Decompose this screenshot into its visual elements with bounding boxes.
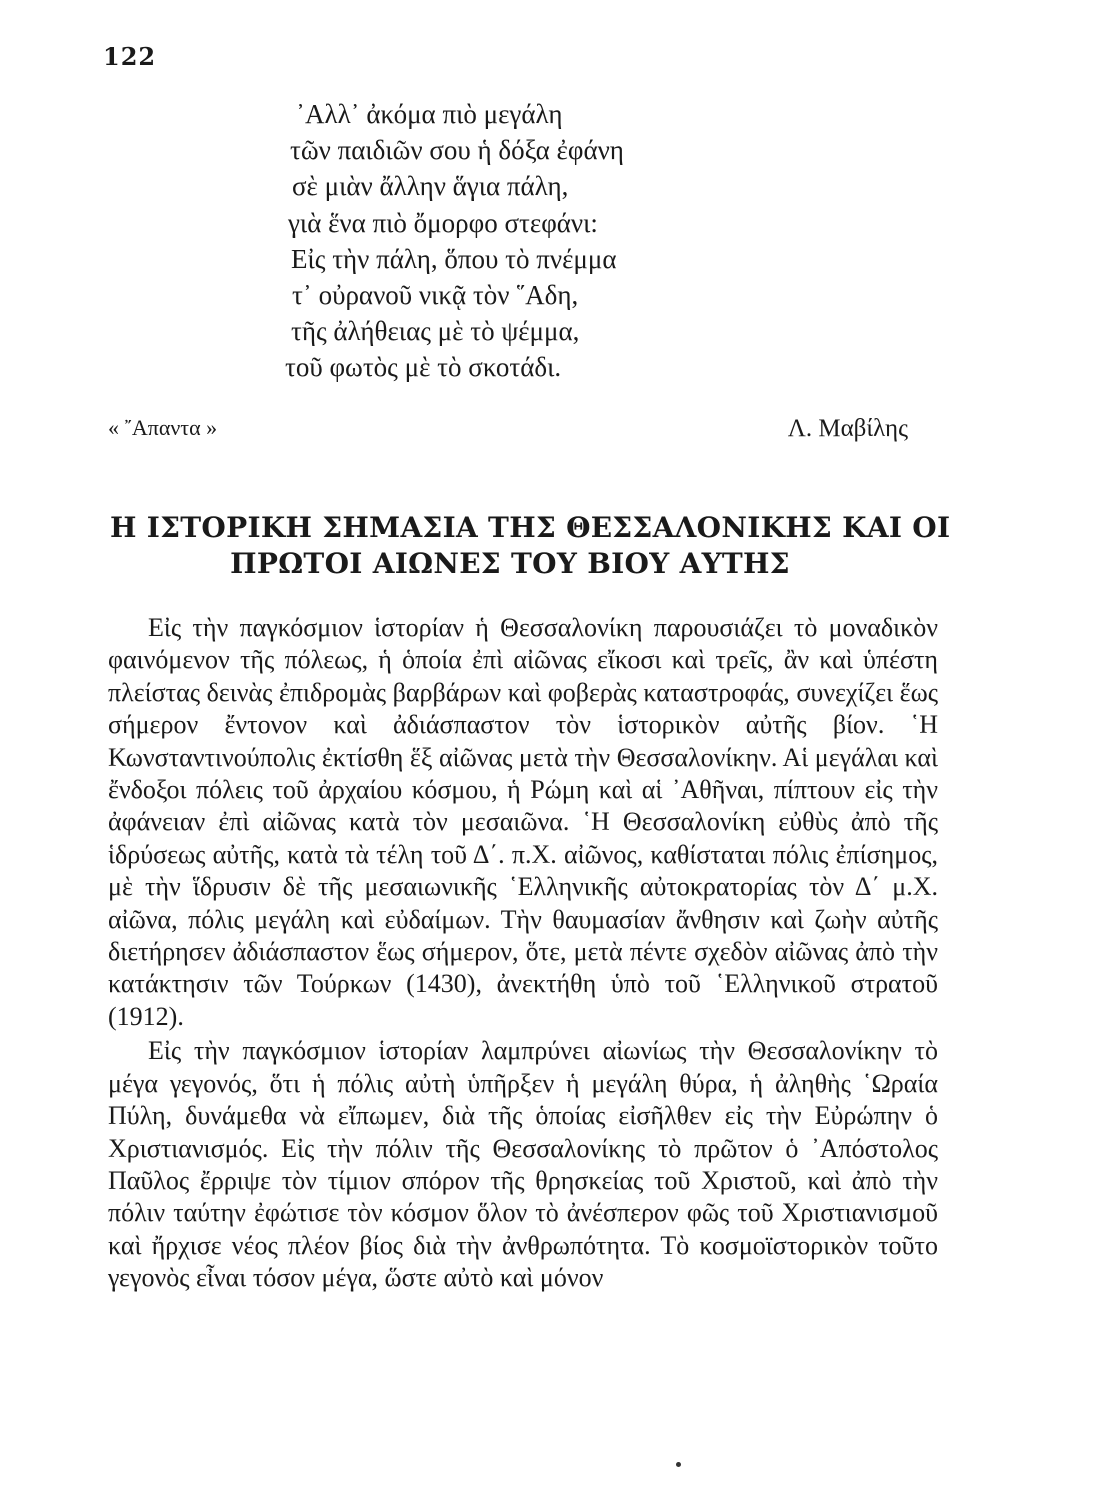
poem-attribution	[108, 415, 908, 449]
poem-line: ᾿Αλλ᾿ ἀκόμα πιὸ μεγάλη	[296, 99, 563, 129]
article-title-line-1: Η ΙΣΤΟΡΙΚΗ ΣΗΜΑΣΙΑ ΤΗΣ ΘΕΣΣΑΛΟΝΙΚΗΣ ΚΑΙ ΟΙ	[110, 511, 951, 544]
page-number: 122	[103, 42, 157, 71]
poem-source: « ῎Απαντα »	[108, 415, 218, 440]
print-speck	[676, 1462, 681, 1467]
poem-line: τῶν παιδιῶν σου ἡ δόξα ἐφάνη	[290, 135, 624, 166]
poem-line: τ᾿ οὐρανοῦ νικᾷ τὸν ῞Αδη,	[292, 280, 579, 311]
article-paragraph: Εἰς τὴν παγκόσμιον ἱστορίαν ἡ Θεσσαλονίκη παρουσιάζει τὸ μοναδικὸν φαινόμενον τῆς πόλεως, ἡ ὁποία ἐπὶ αἰῶνας εἴκοσι καὶ τρεῖς, ἂν καὶ ὑπέστη πλείστας δεινὰς ἐπιδρομὰς βαρβάρων καὶ φοβερὰς καταστροφάς, συνεχίζει ἕως σήμερον ἔντονον καὶ ἀδιάσπαστον τὸν ἱστορικὸν αὐτῆς βίον. ῾Η Κωνσταντινούπολις ἐκτίσθη ἕξ αἰῶνας μετὰ τὴν Θεσσαλονίκην. Αἱ μεγάλαι καὶ ἔνδοξοι πόλεις τοῦ ἀρχαίου κόσμου, ἡ Ρώμη καὶ αἱ ᾿Αθῆναι, πίπτουν εἰς τὴν ἀφάνειαν ἐπὶ αἰῶνας κατὰ τὸν μεσαιῶνα. ῾Η Θεσσαλονίκη εὐθὺς ἀπὸ τῆς ἱδρύσεως αὐτῆς, κατὰ τὰ τέλη τοῦ Δ΄. π.Χ. αἰῶνος, καθίσταται πόλις ἐπίσημος, μὲ τὴν ἵδρυσιν δὲ τῆς μεσαιωνικῆς ῾Ελληνικῆς αὐτοκρατορίας τὸν Δ΄ μ.Χ. αἰῶνα, πόλις μεγάλη καὶ εὐδαίμων. Τὴν θαυμασίαν ἄνθησιν καὶ ζωὴν αὐτῆς διετήρησεν ἀδιάσπαστον ἕως σήμερον, ὅτε, μετὰ πέντε σχεδὸν αἰῶνας ἀπὸ τὴν κατάκτησιν τῶν Τούρκων (1430), ἀνεκτήθη ὑπὸ τοῦ ῾Ελληνικοῦ στρατοῦ (1912).	[108, 613, 938, 1031]
poem-line: τῆς ἀλήθειας μὲ τὸ ψέμμα,	[291, 316, 580, 347]
poem-line: γιὰ ἕνα πιὸ ὄμορφο στεφάνι:	[288, 207, 598, 238]
article-body	[108, 612, 938, 1295]
poem-stanza	[240, 96, 800, 386]
poem-author: Λ. Μαβίλης	[787, 415, 908, 442]
article-title-line-2: ΠΡΩΤΟΙ ΑΙΩΝΕΣ ΤΟΥ ΒΙΟΥ ΑΥΤΗΣ	[230, 547, 790, 580]
poem-line: Εἰς τὴν πάλη, ὅπου τὸ πνέμμα	[291, 243, 617, 274]
poem-line: τοῦ φωτὸς μὲ τὸ σκοτάδι.	[285, 352, 562, 383]
article-title	[110, 510, 951, 582]
poem-line: σὲ μιὰν ἄλλην ἅγια πάλη,	[292, 171, 569, 202]
article-paragraph: Εἰς τὴν παγκόσμιον ἱστορίαν λαμπρύνει αἰωνίως τὴν Θεσσαλονίκην τὸ μέγα γεγονός, ὅτι ἡ πόλις αὐτὴ ὑπῆρξεν ἡ μεγάλη θύρα, ἡ ἀληθὴς ῾Ωραία Πύλη, δυνάμεθα νὰ εἴπωμεν, διὰ τῆς ὁποίας εἰσῆλθεν εἰς τὴν Εὐρώπην ὁ Χριστιανισμός. Εἰς τὴν πόλιν τῆς Θεσσαλονίκης τὸ πρῶτον ὁ ᾿Απόστολος Παῦλος ἔρριψε τὸν τίμιον σπόρον τῆς θρησκείας τοῦ Χριστοῦ, καὶ ἀπὸ τὴν πόλιν ταύτην ἐφώτισε τὸν κόσμον ὅλον τὸ ἀνέσπερον φῶς τοῦ Χριστιανισμοῦ καὶ ἤρχισε νέος πλέον βίος διὰ τὴν ἀνθρωπότητα. Τὸ κοσμοϊστορικὸν τοῦτο γεγονὸς εἶναι τόσον μέγα, ὥστε αὐτὸ καὶ μόνον	[108, 1036, 938, 1293]
